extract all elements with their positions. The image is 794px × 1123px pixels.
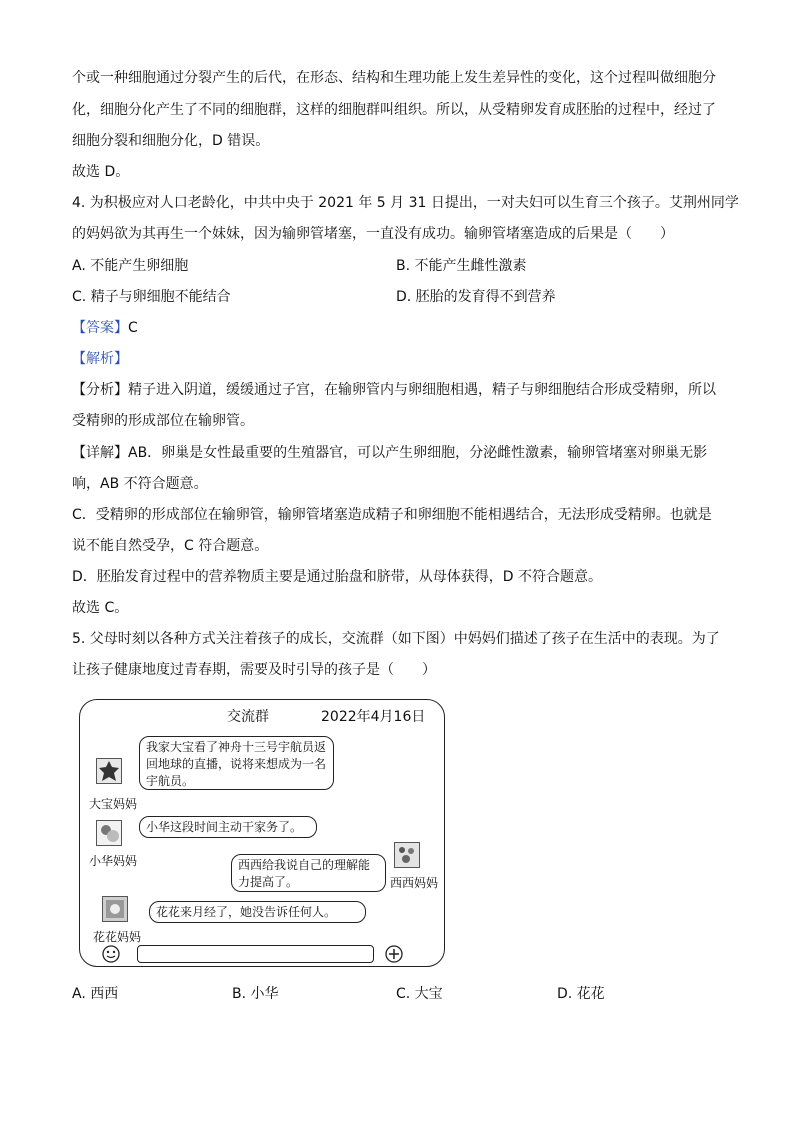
xiangjie-text: AB．卵巢是女性最重要的生殖器官，可以产生卵细胞，分泌雌性激素，输卵管堵塞对卵巢无影 [128,445,708,461]
user-name: 大宝妈妈 [89,797,138,811]
message-text: 西西给我说自己的理解能力提高了。 [238,858,371,889]
q5-option-d: D. 花花 [557,986,605,1002]
q4-option-d: D. 胚胎的发育得不到营养 [396,289,556,305]
plus-icon [385,945,403,963]
q5-option-a: A. 西西 [72,986,119,1002]
q4-option-a: A. 不能产生卵细胞 [72,258,189,274]
text-line: D．胚胎发育过程中的营养物质主要是通过胎盘和脐带，从母体获得，D 不符合题意。 [72,569,603,585]
chat-date: 2022年4月16日 [321,709,426,725]
answer-label: 【答案】 [72,320,128,336]
fenxi-text: 精子进入阴道，缓缓通过子宫，在输卵管内与卵细胞相遇，精子与卵细胞结合形成受精卵，所以 [128,382,716,398]
chat-group-figure [79,699,445,967]
user-name: 小华妈妈 [89,854,138,868]
question-5-stem: 让孩子健康地度过青春期，需要及时引导的孩子是（ ） [72,662,436,678]
text-line: 个或一种细胞通过分裂产生的后代，在形态、结构和生理功能上发生差异性的变化，这个过程叫做细胞分 [72,70,716,86]
text-line: 化，细胞分化产生了不同的细胞群，这样的细胞群叫组织。所以，从受精卵发育成胚胎的过程中，经过了 [72,102,716,118]
message-bubble [139,736,334,790]
avatar-dabao-mom [96,758,122,784]
message-bubble [149,901,366,923]
message-input [137,945,374,963]
message-text: 小华这段时间主动干家务了。 [146,820,303,834]
analysis-label: 【解析】 [72,351,128,367]
q5-option-c: C. 大宝 [396,986,443,1002]
avatar-huahua-mom [102,896,128,922]
message-bubble [231,854,386,892]
q4-option-c: C. 精子与卵细胞不能结合 [72,289,231,305]
text-line: 故选 C。 [72,600,129,616]
message-text: 我家大宝看了神舟十三号宇航员返回地球的直播，说将来想成为一名宇航员。 [146,740,327,788]
xiangjie [72,443,707,463]
question-4-stem: 的妈妈欲为其再生一个妹妹，因为输卵管堵塞，一直没有成功。输卵管堵塞造成的后果是（ ） [72,226,674,242]
user-name: 西西妈妈 [390,876,439,890]
avatar-xiaohua-mom [96,820,122,846]
answer-value: C [128,320,138,336]
text-line: 受精卵的形成部位在输卵管。 [72,413,254,429]
chat-title: 交流群 [227,709,269,725]
avatar-xixi-mom [394,842,420,868]
user-name: 花花妈妈 [93,930,142,944]
fenxi-label: 【分析】 [72,382,128,398]
text-line: 响，AB 不符合题意。 [72,476,208,492]
text-line: 说不能自然受孕，C 符合题意。 [72,538,269,554]
question-4-stem: 4. 为积极应对人口老龄化，中共中央于 2021 年 5 月 31 日提出，一对夫妇可以生育三个孩子。艾荆州同学 [72,195,739,211]
fenxi [72,380,716,400]
xiangjie-label: 【详解】 [72,445,128,461]
message-bubble [139,816,317,838]
text-line: 故选 D。 [72,164,130,180]
answer [72,318,138,338]
q4-option-b: B. 不能产生雌性激素 [396,258,527,274]
question-5-stem: 5. 父母时刻以各种方式关注着孩子的成长，交流群（如下图）中妈妈们描述了孩子在生活中的表现。为了 [72,631,720,647]
emoji-icon [102,945,120,963]
text-line: C．受精卵的形成部位在输卵管，输卵管堵塞造成精子和卵细胞不能相遇结合，无法形成受精卵。也就是 [72,507,712,523]
text-line: 细胞分裂和细胞分化，D 错误。 [72,133,270,149]
message-text: 花花来月经了，她没告诉任何人。 [156,905,337,919]
q5-option-b: B. 小华 [232,986,279,1002]
